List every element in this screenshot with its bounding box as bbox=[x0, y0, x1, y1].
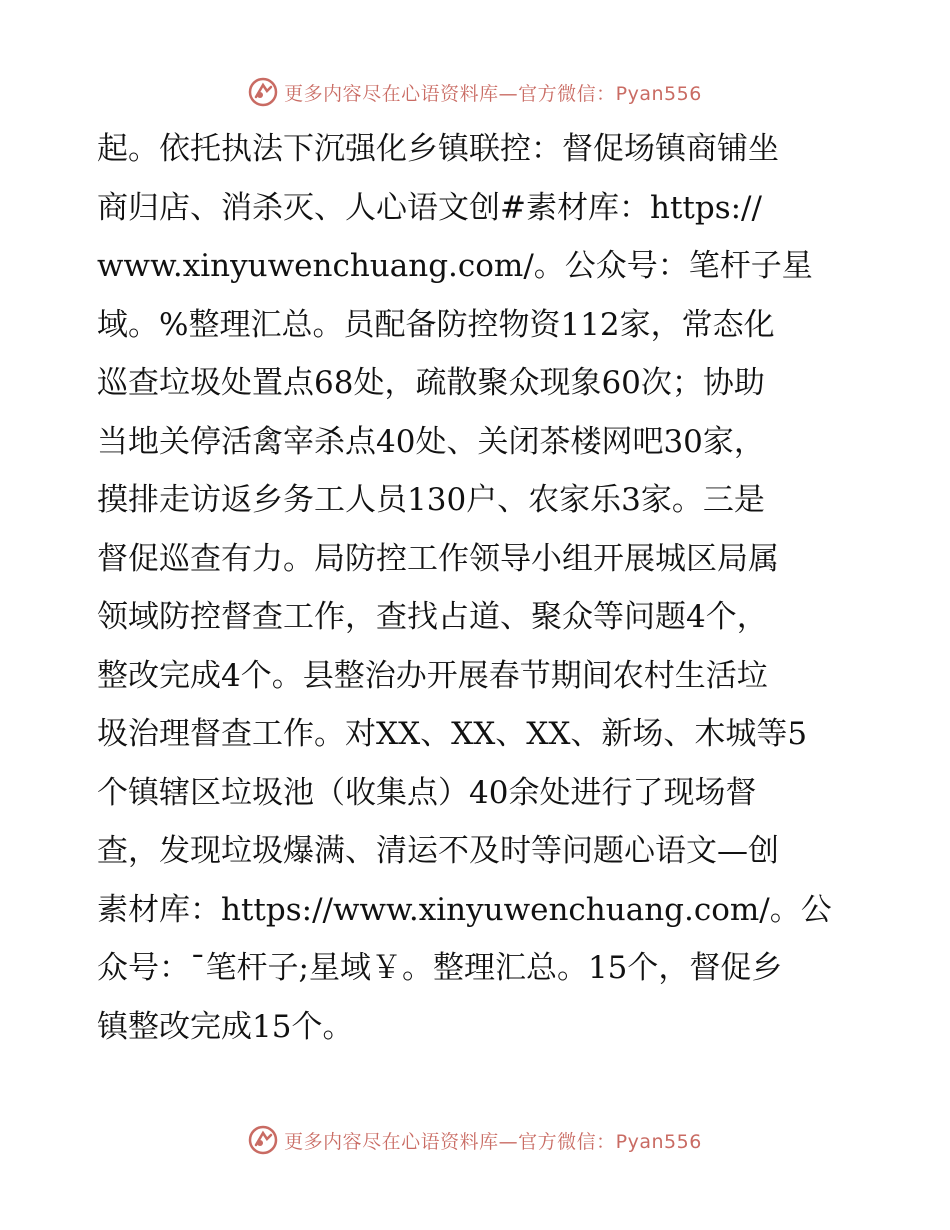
body-line: 整改完成4个。县整治办开展春节期间农村生活垃 bbox=[97, 657, 768, 694]
body-line: www.xinyuwenchuang.com/。公众号：笔杆子星 bbox=[97, 248, 813, 284]
body-line: 众号：¯笔杆子;星域￥。整理汇总。15个，督促乡 bbox=[97, 950, 783, 986]
brand-logo-icon bbox=[248, 77, 278, 107]
body-line: 商归店、消杀灭、人心语文创#素材库：https:// bbox=[97, 189, 762, 226]
body-line: 起。依托执法下沉强化乡镇联控：督促场镇商铺坐 bbox=[97, 131, 779, 167]
body-line: 圾治理督查工作。对XX、XX、XX、新场、木城等5 bbox=[97, 716, 808, 752]
body-line: 查，发现垃圾爆满、清运不及时等问题心语文—创 bbox=[97, 833, 779, 869]
body-line: 域。%整理汇总。员配备防控物资112家，常态化 bbox=[97, 306, 775, 343]
body-line: 当地关停活禽宰杀点40处、关闭茶楼网吧30家， bbox=[97, 423, 765, 460]
body-line: 领域防控督查工作，查找占道、聚众等问题4个， bbox=[97, 599, 768, 635]
body-line: 个镇辖区垃圾池（收集点）40余处进行了现场督 bbox=[97, 774, 757, 811]
brand-logo-icon bbox=[248, 1125, 278, 1155]
body-line: 摸排走访返乡务工人员130户、农家乐3家。三是 bbox=[97, 482, 765, 518]
body-line: 镇整改完成15个。 bbox=[97, 1008, 354, 1045]
footer-banner bbox=[0, 1120, 950, 1160]
footer-banner-text: 更多内容尽在心语资料库—官方微信：Pyan556 bbox=[284, 1130, 702, 1153]
header-banner-text: 更多内容尽在心语资料库—官方微信：Pyan556 bbox=[284, 82, 702, 105]
body-line: 督促巡查有力。局防控工作领导小组开展城区局属 bbox=[97, 540, 779, 577]
document-body bbox=[97, 120, 857, 1056]
body-line: 素材库：https://www.xinyuwenchuang.com/。公 bbox=[97, 891, 832, 928]
body-line: 巡查垃圾处置点68处，疏散聚众现象60次；协助 bbox=[97, 365, 765, 401]
header-banner bbox=[0, 72, 950, 112]
